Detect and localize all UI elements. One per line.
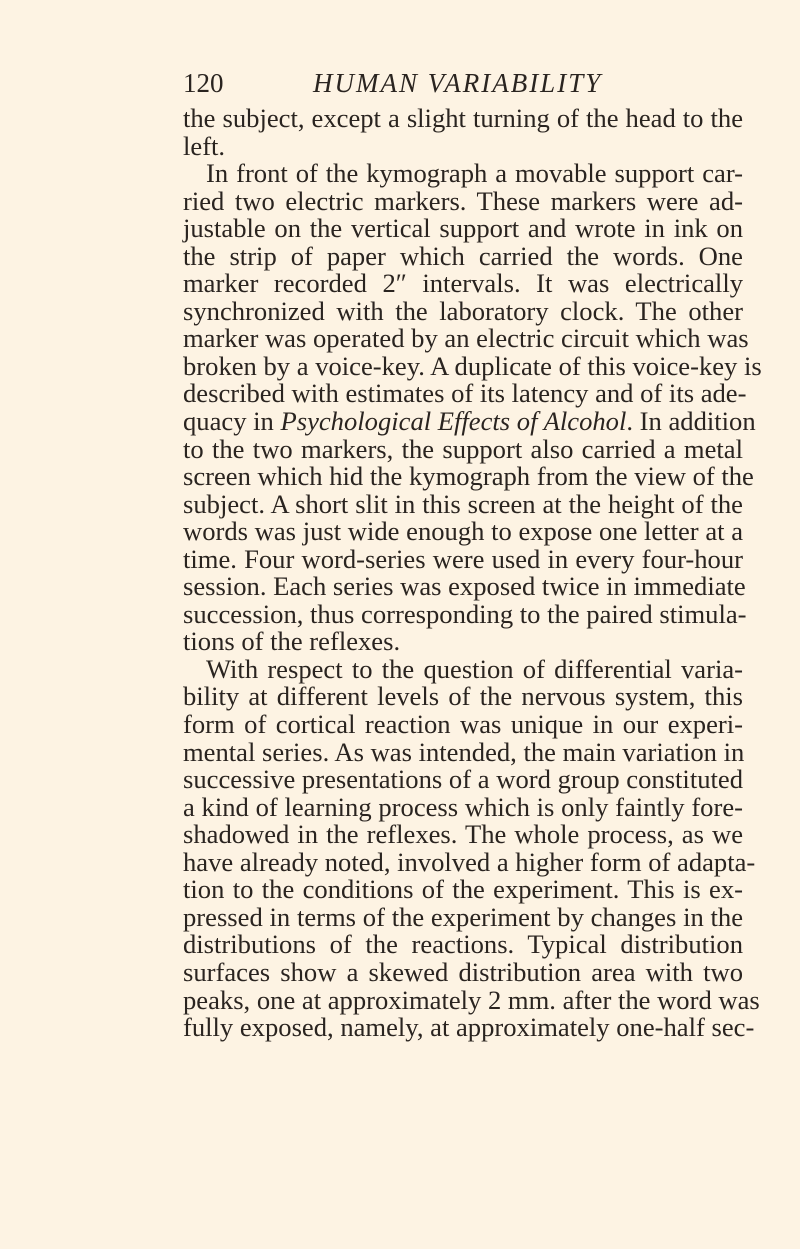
text-line: In front of the kymograph a movable support car- <box>206 158 743 189</box>
text-line: marker was operated by an electric circuit which was <box>183 323 749 354</box>
text-line: described with estimates of its latency and of its ade- <box>183 378 747 409</box>
text-line: left. <box>183 130 226 161</box>
text-line: session. Each series was exposed twice in immediate <box>183 571 746 602</box>
text-line: With respect to the question of differential varia- <box>206 653 743 684</box>
text-line: tions of the reflexes. <box>183 626 401 657</box>
running-title: HUMAN VARIABILITY <box>313 68 603 98</box>
cited-title: Psychological Effects of Alcohol <box>280 406 627 437</box>
text-line: words was just wide enough to expose one letter at a <box>183 516 743 547</box>
text-line: pressed in terms of the experiment by changes in the <box>183 901 743 932</box>
text-line: subject. A short slit in this screen at the height of the <box>183 488 743 519</box>
text-fragment: . In addition <box>626 406 756 437</box>
text-line: ried two electric markers. These markers were ad- <box>183 185 743 216</box>
text-line: tion to the conditions of the experiment. This is ex- <box>183 874 743 905</box>
text-line: bility at different levels of the nervous system, this <box>183 681 743 712</box>
text-line: time. Four word-series were used in every four-hour <box>183 543 743 574</box>
body-text <box>183 103 762 1043</box>
text-line: shadowed in the reflexes. The whole process, as we <box>183 819 743 850</box>
text-line: broken by a voice-key. A duplicate of this voice-key is <box>183 350 762 381</box>
text-line: marker recorded 2″ intervals. It was electrically <box>183 268 743 299</box>
text-line: surfaces show a skewed distribution area with two <box>183 956 743 987</box>
page-number: 120 <box>183 68 224 98</box>
text-line: a kind of learning process which is only faintly fore- <box>183 791 743 822</box>
text-line: screen which hid the kymograph from the view of the <box>183 461 754 492</box>
text-line: distributions of the reactions. Typical distribution <box>183 929 743 960</box>
text-line-with-citation <box>183 406 756 437</box>
text-line: succession, thus corresponding to the paired stimula- <box>183 598 747 629</box>
text-line: successive presentations of a word group constituted <box>183 764 743 795</box>
text-line: peaks, one at approximately 2 mm. after the word was <box>183 984 760 1015</box>
text-line: mental series. As was intended, the main variation in <box>183 736 745 767</box>
running-head <box>183 66 743 100</box>
text-line: the subject, except a slight turning of the head to the <box>183 103 743 133</box>
text-line: the strip of paper which carried the words. One <box>183 240 743 271</box>
text-line: have already noted, involved a higher form of adapta- <box>183 846 756 877</box>
text-line: synchronized with the laboratory clock. The other <box>183 295 743 326</box>
text-line: fully exposed, namely, at approximately one-half sec- <box>183 1012 755 1043</box>
text-line: justable on the vertical support and wrote in ink on <box>183 213 743 244</box>
text-line: form of cortical reaction was unique in our experi- <box>183 709 743 740</box>
text-fragment: quacy in <box>183 406 281 437</box>
text-line: to the two markers, the support also carried a metal <box>183 433 743 464</box>
